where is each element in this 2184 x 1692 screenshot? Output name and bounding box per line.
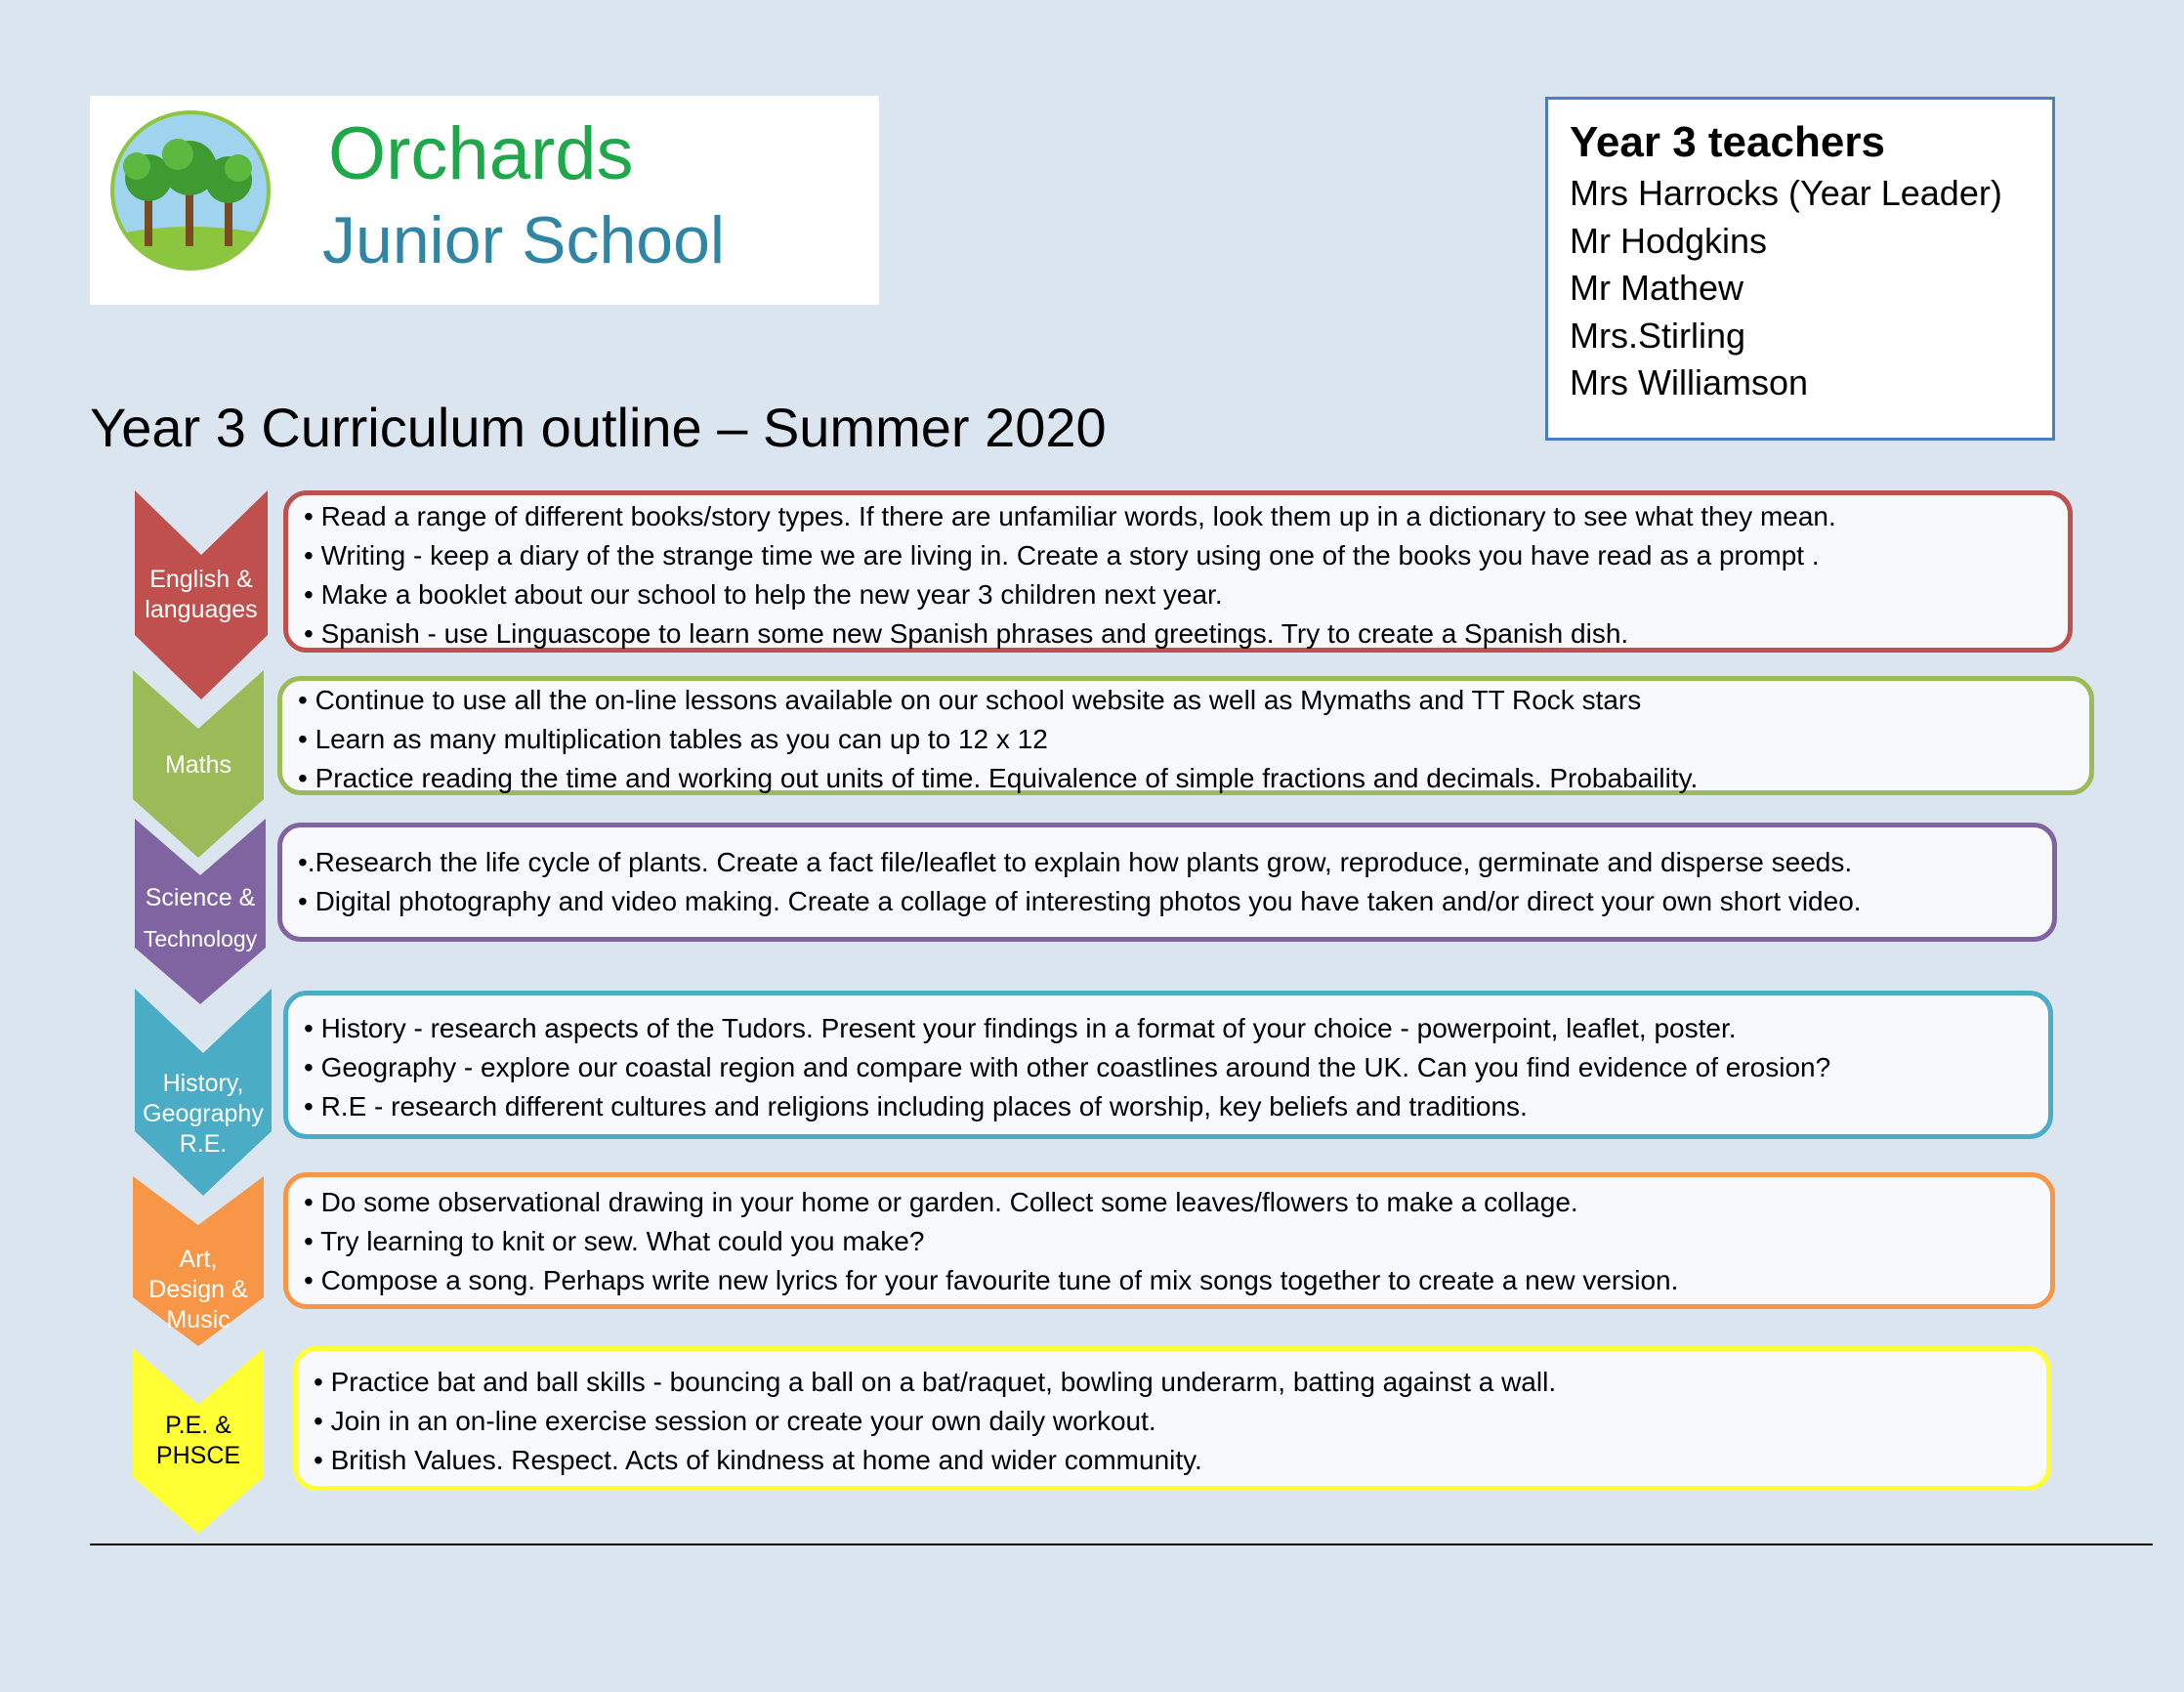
teachers-title: Year 3 teachers xyxy=(1570,118,1885,166)
list-item: • Join in an on-line exercise session or create your own daily workout. xyxy=(314,1406,1156,1436)
list-item: • R.E - research different cultures and religions including places of worship, key beliefs and traditions. xyxy=(304,1091,1528,1121)
subject-box-english xyxy=(283,490,2073,653)
list-item: • History - research aspects of the Tudors. Present your findings in a format of your choice - powerpoint, leaflet, poster. xyxy=(304,1013,1737,1043)
teachers-panel xyxy=(1545,97,2055,441)
subject-box-pe xyxy=(293,1346,2051,1491)
list-item: • Do some observational drawing in your home or garden. Collect some leaves/flowers to make a collage. xyxy=(304,1187,1578,1217)
list-item: • Spanish - use Linguascope to learn some new Spanish phrases and greetings. Try to create a Spanish dish. xyxy=(304,618,1629,649)
subject-box-art xyxy=(283,1172,2055,1309)
three-trees-logo-icon xyxy=(109,109,272,272)
footer-divider xyxy=(90,1544,2153,1545)
list-item: • Read a range of different books/story types. If there are unfamiliar words, look them up in a dictionary to see what they mean. xyxy=(304,501,1836,531)
list-item: • Try learning to knit or sew. What could you make? xyxy=(304,1226,925,1256)
school-name-line1: Orchards xyxy=(328,112,634,195)
teacher-name: Mr Hodgkins xyxy=(1570,220,1768,261)
list-item: • Make a booklet about our school to help the new year 3 children next year. xyxy=(304,579,1223,610)
list-item: • Continue to use all the on-line lessons available on our school website as well as Mymaths and TT Rock stars xyxy=(298,685,1642,715)
list-item: • Compose a song. Perhaps write new lyrics for your favourite tune of mix songs together to create a new version. xyxy=(304,1265,1679,1295)
list-item: • Practice reading the time and working out units of time. Equivalence of simple fractions and decimals. Probabaility. xyxy=(298,763,1699,793)
teacher-name: Mrs Harrocks (Year Leader) xyxy=(1570,173,2002,214)
teacher-name: Mr Mathew xyxy=(1570,268,1744,309)
list-item: • British Values. Respect. Acts of kindness at home and wider community. xyxy=(314,1445,1202,1475)
subject-box-science xyxy=(277,823,2057,942)
subject-label-science: Science & Technology xyxy=(143,884,258,952)
subject-label-pe: P.E. & PHSCE xyxy=(155,1412,241,1469)
page-title: Year 3 Curriculum outline – Summer 2020 xyxy=(90,397,1107,458)
list-item: • Learn as many multiplication tables as you can up to 12 x 12 xyxy=(298,724,1048,754)
subject-label-english: English & languages xyxy=(145,566,258,623)
list-item: •.Research the life cycle of plants. Create a fact file/leaflet to explain how plants grow, reproduce, germinate and disperse seeds. xyxy=(298,847,1853,877)
school-name-line2: Junior School xyxy=(322,203,726,277)
subject-label-history: History, Geography R.E. xyxy=(143,1070,264,1158)
teacher-name: Mrs Williamson xyxy=(1570,362,1809,403)
list-item: • Geography - explore our coastal region and compare with other coastlines around the UK. Can you find evidence of erosion? xyxy=(304,1052,1831,1082)
school-logo-banner xyxy=(90,96,879,305)
subject-box-history xyxy=(283,991,2053,1139)
list-item: • Digital photography and video making. Create a collage of interesting photos you have taken and/or direct your own short video. xyxy=(298,886,1862,916)
list-item: • Practice bat and ball skills - bouncing a ball on a bat/raquet, bowling underarm, batting against a wall. xyxy=(314,1367,1557,1397)
subject-label-art: Art, Design & Music xyxy=(148,1246,248,1333)
list-item: • Writing - keep a diary of the strange time we are living in. Create a story using one of the books you have read as a prompt . xyxy=(304,540,1820,571)
teacher-name: Mrs.Stirling xyxy=(1570,315,1746,356)
subject-box-maths xyxy=(277,676,2094,795)
subject-label-maths: Maths xyxy=(164,751,232,779)
